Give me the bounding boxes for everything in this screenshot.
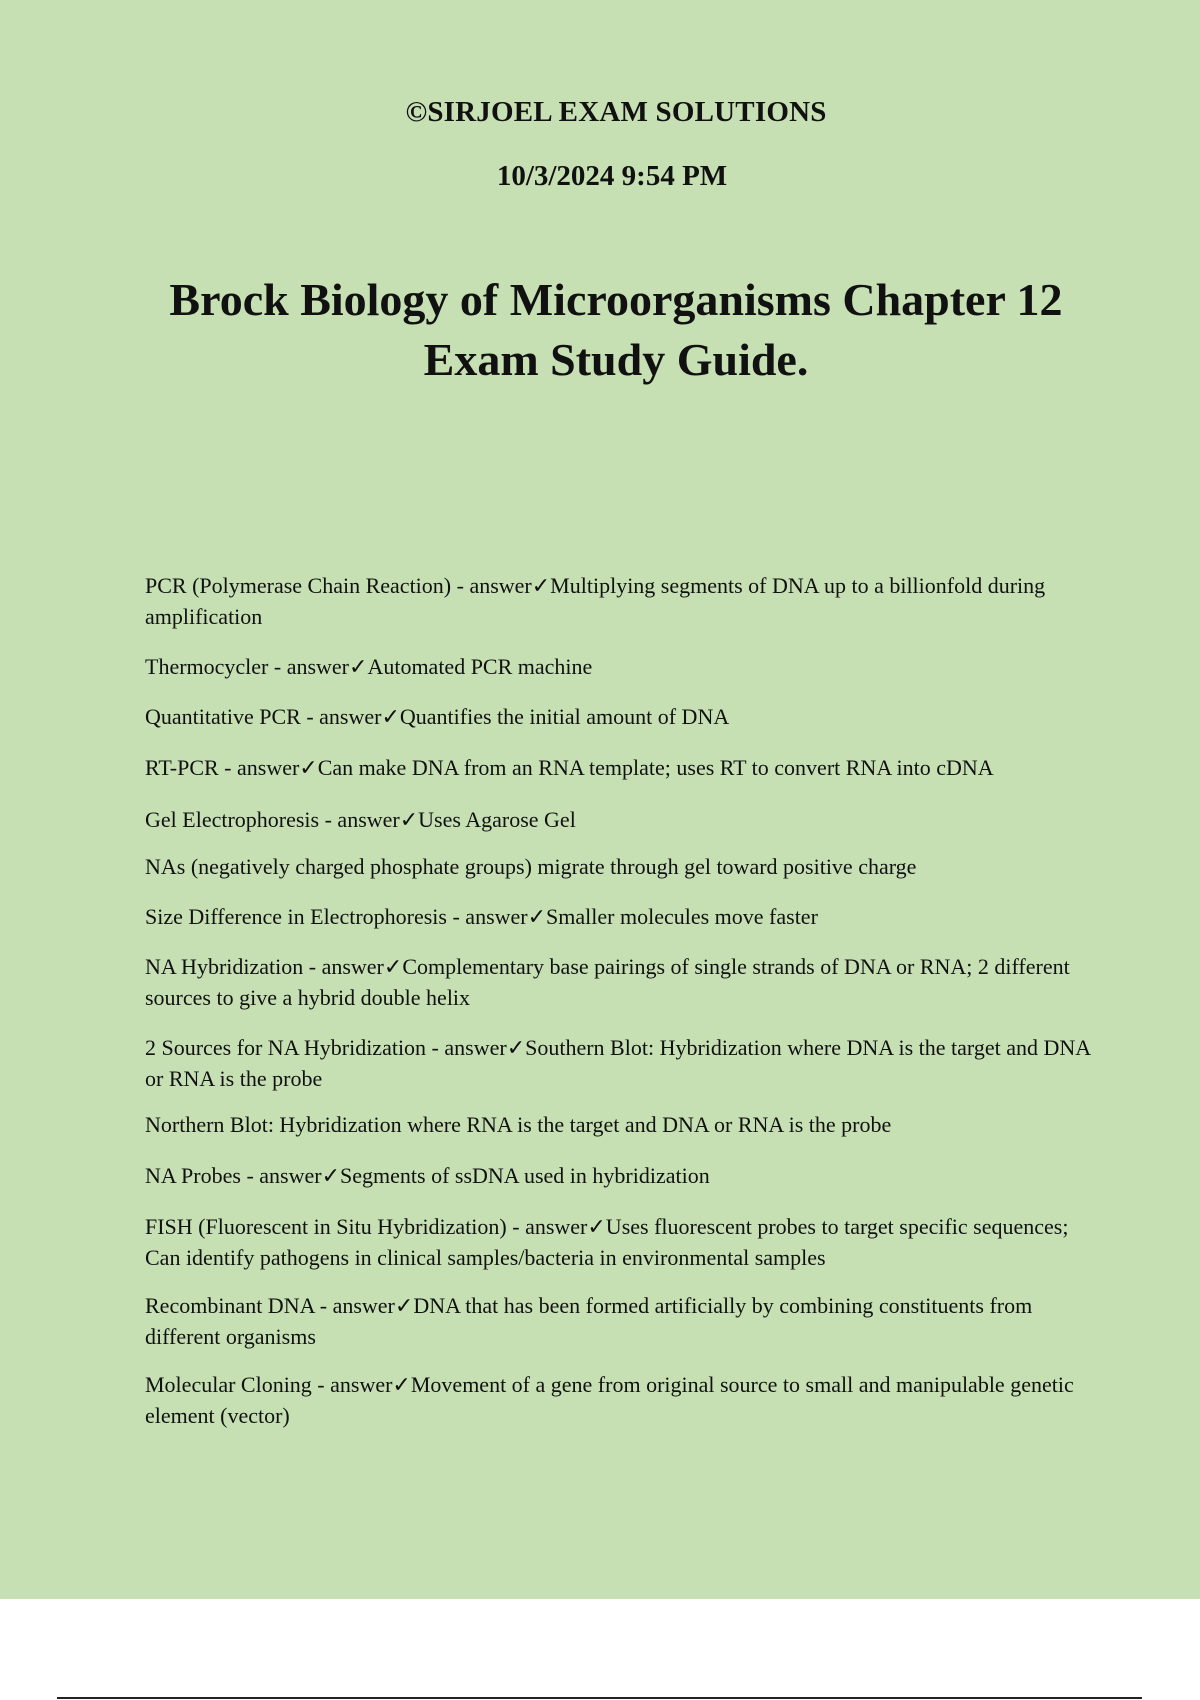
list-item: FISH (Fluorescent in Situ Hybridization) - answer✓Uses fluorescent probes to target specific sequences; Can identify pathogens in clinical samples/bacteria in environmental samples <box>145 1214 1069 1270</box>
list-item: Gel Electrophoresis - answer✓Uses Agarose Gel <box>145 807 576 832</box>
list-item: 2 Sources for NA Hybridization - answer✓Southern Blot: Hybridization where DNA is the target and DNA or RNA is the probe <box>145 1035 1090 1091</box>
list-item: RT-PCR - answer✓Can make DNA from an RNA template; uses RT to convert RNA into cDNA <box>145 755 994 780</box>
list-item: NAs (negatively charged phosphate groups) migrate through gel toward positive charge <box>145 854 917 879</box>
list-item: Northern Blot: Hybridization where RNA is the target and DNA or RNA is the probe <box>145 1112 892 1137</box>
list-item: NA Hybridization - answer✓Complementary base pairings of single strands of DNA or RNA; 2 different sources to give a hybrid double helix <box>145 954 1070 1010</box>
date-time-stamp: 10/3/2024 9:54 PM <box>496 160 728 192</box>
document-title: Brock Biology of Microorganisms Chapter 12 Exam Study Guide. <box>169 274 1063 385</box>
footer-divider <box>57 1697 1142 1699</box>
list-item: PCR (Polymerase Chain Reaction) - answer✓Multiplying segments of DNA up to a billionfold during amplification <box>145 573 1046 629</box>
study-guide-list <box>145 570 1095 1431</box>
list-item: Molecular Cloning - answer✓Movement of a gene from original source to small and manipulable genetic element (vector) <box>145 1372 1074 1428</box>
list-item: Thermocycler - answer✓Automated PCR machine <box>145 654 593 679</box>
list-item: Recombinant DNA - answer✓DNA that has been formed artificially by combining constituents from different organisms <box>145 1293 1033 1349</box>
list-item: Size Difference in Electrophoresis - answer✓Smaller molecules move faster <box>145 904 818 929</box>
list-item: Quantitative PCR - answer✓Quantifies the initial amount of DNA <box>145 704 730 729</box>
brand-header: ©SIRJOEL EXAM SOLUTIONS <box>405 96 827 128</box>
list-item: NA Probes - answer✓Segments of ssDNA used in hybridization <box>145 1163 710 1188</box>
